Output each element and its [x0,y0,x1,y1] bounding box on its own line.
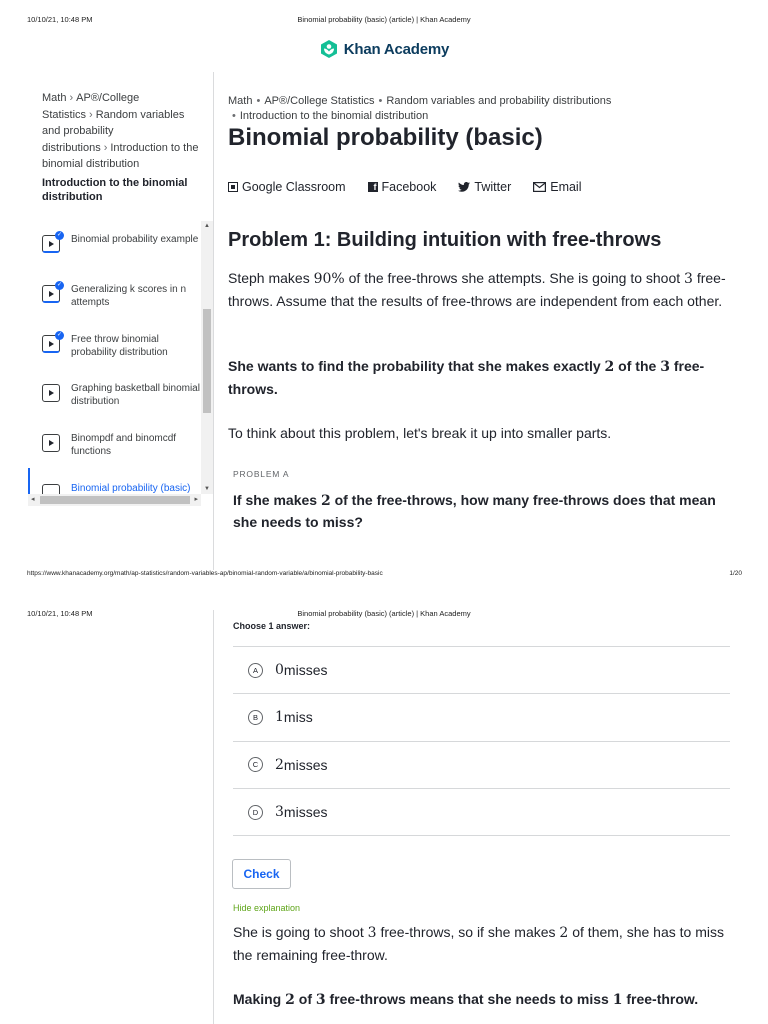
share-label: Email [550,180,582,194]
text-span: She is going to shoot [233,924,368,940]
print-title: Binomial probability (basic) (article) | Khan Academy [297,609,471,618]
text-span: free-throw. [622,991,699,1007]
scrollbar-thumb[interactable] [40,496,190,504]
choose-answer-label: Choose 1 answer: [233,621,311,631]
sidebar-lesson-list [28,221,213,507]
khan-academy-logo[interactable] [0,39,768,59]
sidebar-item-free-throw-distribution[interactable] [28,321,200,369]
crumb-math[interactable]: Math [228,95,253,107]
check-badge-icon: ✓ [56,232,63,238]
math-value: 3 [367,925,377,941]
text-span: She wants to find the probability that she makes exactly [228,358,605,374]
sidebar-crumb-lesson[interactable]: Introduction to the binomial distribution [42,141,199,170]
math-value: 3 [275,804,284,821]
check-badge-icon: ✓ [56,282,63,288]
scrollbar-thumb[interactable] [203,309,211,413]
sidebar-item-label: Graphing basketball binomial distribution [71,383,200,407]
math-value: 90% [313,271,345,287]
radio-letter-a[interactable]: A [248,663,263,678]
sidebar-item-binomial-probability-example[interactable] [28,221,200,269]
print-url: https://www.khanacademy.org/math/ap-statistics/random-variables-ap/binomial-random-variable/a/binomial-probability-basic [27,570,383,577]
crumb-unit[interactable]: Random variables and probability distributions [386,95,612,107]
problem-question [233,490,733,533]
answer-choices [233,646,730,836]
choice-text: miss [283,709,313,726]
text-span: free-throws, so if she makes [376,924,560,940]
text-span: free-throws means that she needs to miss [325,991,613,1007]
chevron-right-icon: › [103,141,108,154]
chevron-right-icon: › [69,92,74,104]
problem-label: PROBLEM A [233,469,290,479]
video-icon [42,434,60,452]
twitter-button[interactable] [458,180,511,194]
print-header-page2 [0,609,768,623]
crumb-lesson[interactable]: Introduction to the binomial distribution [239,110,429,122]
sidebar-item-binompdf-binomcdf[interactable] [28,420,200,468]
crumb-separator: • [256,95,261,107]
sidebar-horizontal-scrollbar[interactable] [28,494,201,506]
sidebar-crumb-course[interactable]: AP®︎/College Statistics [42,92,140,121]
sidebar-vertical-scrollbar[interactable] [201,221,213,494]
print-date: 10/10/21, 10:48 PM [27,15,93,24]
share-label: Twitter [474,180,512,194]
share-label: Google Classroom [242,180,346,194]
choice-d[interactable] [233,789,730,836]
scroll-left-arrow-icon[interactable]: ◂ [31,496,35,503]
text-span: free-throws. Assume that the results of free-throws are independent from each other. [228,270,726,309]
sidebar-crumb-unit[interactable]: Random variables and probability distributions [42,108,185,154]
math-value: 0 [275,662,284,679]
text-span: of the [614,358,661,374]
text-span: free-throws. [228,358,705,397]
twitter-icon [458,182,470,192]
video-icon [42,232,63,253]
print-title: Binomial probability (basic) (article) | Khan Academy [297,15,471,24]
choice-c[interactable] [233,742,730,789]
email-icon [533,182,546,192]
video-icon [42,332,63,353]
crumb-separator: • [378,95,383,107]
check-button[interactable]: Check [232,859,291,889]
logo-text: Khan Academy [343,40,450,58]
sidebar-breadcrumb [42,90,202,173]
problem-intro-paragraph [228,267,728,312]
sidebar-current-lesson: Introduction to the binomial distribution [42,177,188,203]
facebook-button[interactable] [368,180,437,194]
math-value: 2 [285,992,295,1008]
math-value: 3 [315,992,326,1008]
crumb-course[interactable]: AP®︎/College Statistics [264,95,375,107]
math-value: 2 [604,359,615,375]
choice-a[interactable] [233,647,730,694]
problem-goal-paragraph [228,355,728,400]
print-header [0,15,768,29]
sidebar-divider-page2 [213,610,214,1024]
breadcrumb [228,94,748,124]
choice-text: misses [283,756,328,773]
sidebar-divider [213,72,214,570]
crumb-separator: • [232,110,236,122]
math-value: 1 [612,992,623,1008]
math-value: 2 [275,756,284,773]
hide-explanation-link[interactable]: Hide explanation [233,903,301,913]
page-title: Binomial probability (basic) [228,124,543,151]
text-span: Steph makes [228,270,314,286]
share-label: Facebook [381,180,437,194]
radio-letter-c[interactable]: C [248,757,263,772]
scroll-right-arrow-icon[interactable]: ▸ [194,496,198,503]
sidebar-item-label: Binomial probability (basic) [71,483,191,494]
text-span: of the free-throws she attempts. She is going to shoot [344,270,685,286]
khan-academy-leaf-icon [319,39,339,59]
sidebar-item-label: Binompdf and binomcdf functions [71,433,177,457]
print-page-number: 1/20 [729,570,742,577]
sidebar-item-label: Binomial probability example [71,234,199,245]
choice-text: misses [283,804,328,821]
text-span: If she makes [233,492,321,508]
math-value: 3 [684,271,693,287]
radio-letter-d[interactable]: D [248,805,263,820]
text-span: of the free-throws, how many free-throws does that mean she needs to miss? [233,492,716,530]
breakdown-paragraph: To think about this problem, let's break it up into smaller parts. [228,425,612,441]
explanation-paragraph [233,921,733,966]
radio-letter-b[interactable]: B [248,710,263,725]
sidebar-crumb-math[interactable]: Math [42,92,67,104]
sidebar-item-label: Generalizing k scores in n attempts [71,284,187,308]
scroll-up-arrow-icon[interactable]: ▲ [204,223,210,229]
scroll-down-arrow-icon[interactable]: ▼ [204,486,210,492]
chevron-right-icon: › [89,108,93,121]
sidebar-item-generalizing-k-scores[interactable] [28,271,200,319]
google-classroom-button[interactable] [228,180,346,194]
google-classroom-icon [228,182,238,192]
facebook-icon: f [368,182,378,192]
explanation-conclusion [233,988,733,1011]
text-span: of them, she has to miss the remaining free-throw. [233,924,724,963]
math-value: 2 [559,925,569,941]
sidebar-item-label: Free throw binomial probability distribution [71,334,168,358]
email-button[interactable] [533,180,581,194]
math-value: 3 [660,359,670,375]
video-icon [42,282,63,303]
sidebar-item-graphing-basketball[interactable] [28,370,200,418]
share-bar [228,180,604,194]
print-date: 10/10/21, 10:48 PM [27,609,93,618]
text-span: of [294,991,316,1007]
video-icon [42,384,60,402]
math-value: 1 [275,709,284,726]
choice-text: misses [283,662,328,679]
math-value: 2 [320,493,331,509]
text-span: Making [233,991,286,1007]
check-badge-icon: ✓ [56,332,63,338]
problem-heading: Problem 1: Building intuition with free-throws [228,229,662,251]
choice-b[interactable] [233,694,730,741]
